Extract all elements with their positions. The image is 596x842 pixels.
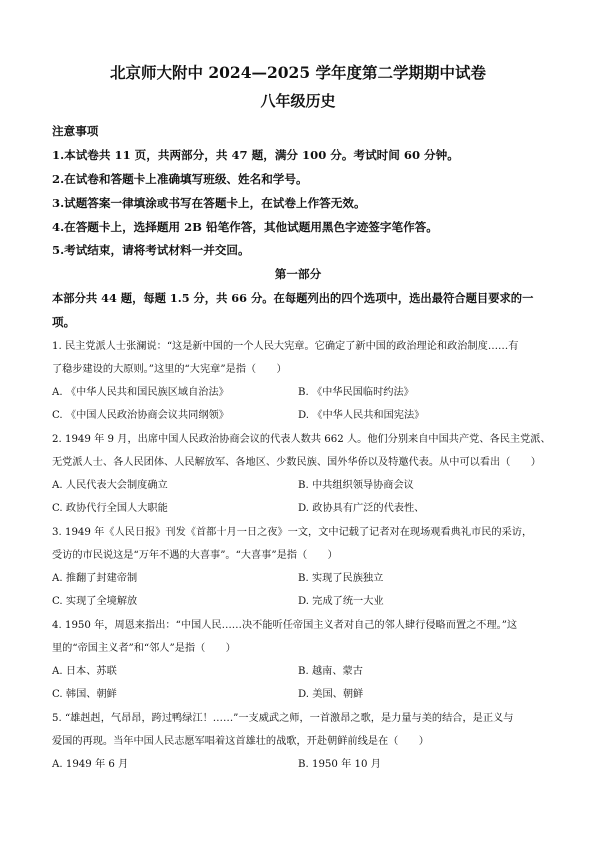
question-1-option-b[interactable]: B. 《中华民国临时约法》 xyxy=(298,387,414,398)
question-5-option-a[interactable]: A. 1949 年 6 月 xyxy=(52,759,129,770)
question-4-option-c[interactable]: C. 韩国、朝鲜 xyxy=(52,689,117,700)
exam-subtitle: 八年级历史 xyxy=(260,92,336,110)
question-2-line: 无党派人士、各人民团体、人民解放军、各地区、少数民族、国外华侨以及特邀代表。从中可以看出（ ） xyxy=(52,457,541,468)
question-4-line: 4. 1950 年，周恩来指出：“中国人民……决不能听任帝国主义者对自己的邻人肆行侵略而置之不理。”这 xyxy=(52,620,518,631)
part-intro-line: 本部分共 44 题，每题 1.5 分，共 66 分。在每题列出的四个选项中，选出最符合题目要求的一 xyxy=(52,291,534,305)
question-3-option-a[interactable]: A. 推翻了封建帝制 xyxy=(52,573,138,584)
question-5-option-b[interactable]: B. 1950 年 10 月 xyxy=(298,759,381,770)
question-1-option-c[interactable]: C. 《中国人民政治协商会议共同纲领》 xyxy=(52,410,229,421)
question-3-option-d[interactable]: D. 完成了统一大业 xyxy=(298,596,384,607)
question-2-option-b[interactable]: B. 中共组织领导协商会议 xyxy=(298,480,414,491)
part-intro-line: 项。 xyxy=(52,315,76,329)
notice-item: 3.试题答案一律填涂或书写在答题卡上，在试卷上作答无效。 xyxy=(52,196,366,210)
part-heading: 第一部分 xyxy=(274,267,322,281)
question-3-line: 3. 1949 年《人民日报》刊发《首都十月一日之夜》一文，文中记载了记者对在现场观看典礼市民的采访， xyxy=(52,527,533,538)
exam-title: 北京师大附中 2024—2025 学年度第二学期期中试卷 xyxy=(109,63,487,82)
question-3-option-c[interactable]: C. 实现了全境解放 xyxy=(52,596,138,607)
question-4-option-b[interactable]: B. 越南、蒙古 xyxy=(298,666,363,677)
question-1-option-d[interactable]: D. 《中华人民共和国宪法》 xyxy=(298,410,425,421)
question-2-option-c[interactable]: C. 政协代行全国人大职能 xyxy=(52,503,168,514)
question-1-line: 1. 民主党派人士张澜说：“这是新中国的一个人民大宪章。它确定了新中国的政治理论和政治制度……有 xyxy=(52,341,519,352)
notice-item: 2.在试卷和答题卡上准确填写班级、姓名和学号。 xyxy=(52,172,308,186)
question-5-line: 爱国的再现。当年中国人民志愿军唱着这首雄壮的战歌，开赴朝鲜前线是在（ ） xyxy=(52,736,429,747)
notice-item: 1.本试卷共 11 页，共两部分，共 47 题，满分 100 分。考试时间 60 分钟。 xyxy=(52,148,459,162)
question-1-option-a[interactable]: A. 《中华人民共和国民族区域自治法》 xyxy=(52,387,229,398)
question-4-line: 里的“帝国主义者”和“邻人”是指（ ） xyxy=(52,643,236,654)
question-4-option-a[interactable]: A. 日本、苏联 xyxy=(52,666,117,677)
question-3-option-b[interactable]: B. 实现了民族独立 xyxy=(298,573,384,584)
question-2-line: 2. 1949 年 9 月，出席中国人民政治协商会议的代表人数共 662 人。他们分别来自中国共产党、各民主党派、 xyxy=(52,434,551,445)
question-4-option-d[interactable]: D. 美国、朝鲜 xyxy=(298,689,364,700)
question-3-line: 受访的市民说这是“万年不遇的大喜事”。“大喜事”是指（ ） xyxy=(52,550,338,561)
question-5-line: 5. “雄赳赳，气昂昂，跨过鸭绿江！……”一支威武之师，一首激昂之歌，是力量与美的结合，是正义与 xyxy=(52,713,514,724)
question-2-option-a[interactable]: A. 人民代表大会制度确立 xyxy=(52,480,168,491)
notice-item: 4.在答题卡上，选择题用 2B 铅笔作答，其他试题用黑色字迹签字笔作答。 xyxy=(52,220,438,234)
question-1-line: 了稳步建设的大原则。”这里的“大宪章”是指（ ） xyxy=(52,364,287,375)
notice-item: 5.考试结束，请将考试材料一并交回。 xyxy=(52,243,250,257)
notice-heading: 注意事项 xyxy=(52,124,99,138)
question-2-option-d[interactable]: D. 政协具有广泛的代表性、 xyxy=(298,503,425,514)
